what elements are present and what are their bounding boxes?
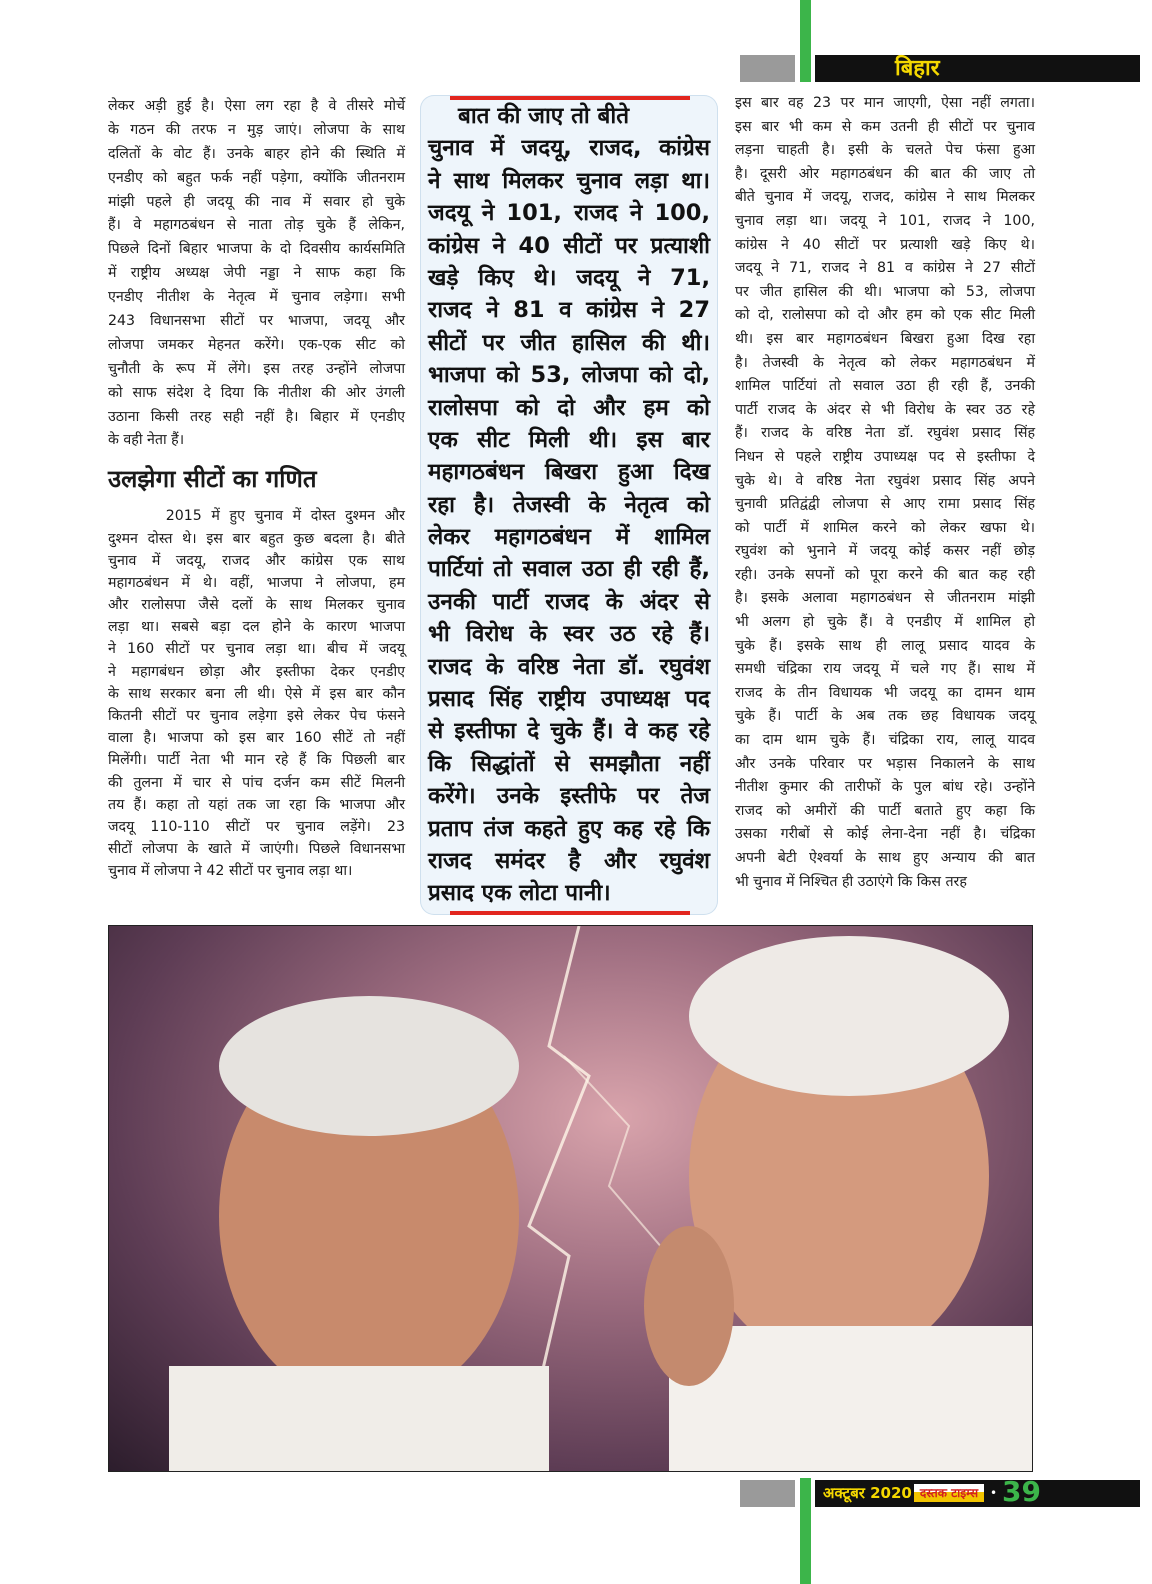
page-number: 39 (1002, 1475, 1041, 1508)
text-line: चुनाव में लोजपा ने 42 सीटों पर चुनाव लड़ा था। (108, 863, 353, 880)
text-line: जदयू 110-110 सीटों पर चुनाव लड़ेंगे। 23 (108, 818, 405, 835)
text-line: रालोसपा को दो और हम को (428, 394, 710, 421)
text-line: जदयू ने 101, राजद ने 100, (428, 200, 710, 227)
text-line: के गठन की तरफ न मुड़ जाएं। लोजपा के साथ (108, 121, 405, 138)
text-line: नीतीश कुमार की तारीफों के पुल बांध रहे। उन्होंने (735, 779, 1035, 796)
text-line: लड़ा था। सबसे बड़ा दल होने के कारण भाजपा (108, 619, 405, 636)
header-green-bar (800, 0, 811, 82)
text-line: और उनके परिवार पर भड़ास निकालने के साथ (735, 755, 1035, 772)
text-line: 243 विधानसभा सीटों पर भाजपा, जदयू और (108, 313, 405, 330)
text-line: को दो, रालोसपा को दो और हम को एक सीट मिली (735, 307, 1035, 324)
text-line: पार्टी राजद के अंदर से भी विरोध के स्वर उठ रहे (735, 401, 1035, 418)
text-line: बात की जाए तो बीते (458, 103, 630, 129)
header-grey-box (740, 55, 795, 82)
text-line: कितनी सीटों पर चुनाव लड़ेगा इसे लेकर पेच फंसने (108, 708, 405, 725)
text-line: से इस्तीफा दे चुके हैं। वे कह रहे (428, 718, 710, 745)
text-line: एक सीट मिली थी। इस बार (428, 426, 710, 453)
text-line: प्रसाद सिंह राष्ट्रीय उपाध्यक्ष पद (428, 686, 710, 713)
issue-date: अक्टूबर 2020 (823, 1484, 912, 1502)
text-line: कांग्रेस ने 40 सीटों पर प्रत्याशी (428, 232, 710, 259)
text-line: चुनाव में जदयू, राजद और कांग्रेस एक साथ (108, 552, 405, 569)
text-line: लोजपा जमकर मेहनत करेंगे। एक-एक सीट को (108, 336, 405, 353)
text-line: दलितों के वोट हैं। उनके बाहर होने की स्थिति में (108, 145, 405, 162)
text-line: जदयू ने 71, राजद ने 81 व कांग्रेस ने 27 सीटों (735, 260, 1035, 277)
text-line: शामिल पार्टियां तो सवाल उठा ही रही हैं, उनकी (735, 378, 1035, 395)
text-line: भी विरोध के स्वर उठ रहे हैं। (428, 621, 710, 648)
text-line: है। इसके अलावा महागठबंधन से जीतनराम मांझी (735, 590, 1035, 607)
text-line: खड़े किए थे। जदयू ने 71, (428, 264, 710, 291)
text-line: ने 160 सीटों पर चुनाव लड़ा था। बीच में जदयू (108, 641, 405, 658)
right-column (735, 92, 1035, 894)
text-line: चुनौती के रूप में लेंगे। इस तरह उन्होंने लोजपा (108, 360, 405, 377)
text-line: है। तेजस्वी के नेतृत्व को लेकर महागठबंधन में (735, 354, 1035, 371)
text-line: मिलेंगी। पार्टी नेता भी मान रहे हैं कि पिछली बार (108, 752, 405, 769)
raised-hand (644, 1226, 734, 1386)
text-line: निधन से पहले राष्ट्रीय उपाध्यक्ष पद से इस्तीफा दे (735, 448, 1035, 465)
left-leader-hair (219, 996, 519, 1136)
text-line: वाला है। भाजपा को इस बार 160 सीटें तो नहीं (108, 730, 405, 747)
text-line: कि सिद्धांतों से समझौता नहीं (428, 750, 710, 777)
left-paragraph-2 (108, 505, 405, 882)
lightning-bolt (564, 1056, 669, 1256)
text-line: तय हैं। कहा तो यहां तक जा रहा कि भाजपा और (108, 796, 405, 813)
pull-quote-bottom-rule (450, 911, 690, 915)
text-line: इस बार वह 23 पर मान जाएगी, ऐसा नहीं लगता। (735, 95, 1035, 111)
text-line: हैं। राजद के वरिष्ठ नेता डॉ. रघुवंश प्रसाद सिंह (735, 425, 1035, 442)
text-line: अपनी बेटी ऐश्वर्या के साथ हुए अन्याय की बात (735, 850, 1035, 866)
text-line: महागठबंधन बिखरा हुआ दिख (428, 459, 710, 486)
text-line: राजद को अमीरों की पार्टी बताते हुए कहा कि (735, 802, 1035, 819)
footer-bullet: • (990, 1486, 998, 1500)
text-line: की तुलना में चार से पांच दर्जन कम सीटें मिलनी (108, 774, 405, 791)
text-line: प्रताप तंज कहते हुए कह रहे कि (428, 815, 710, 842)
text-line: चुनाव लड़ा था। जदयू ने 101, राजद ने 100, (735, 212, 1035, 229)
text-line: को साफ संदेश दे दिया कि नीतीश की ओर उंगली (108, 384, 405, 401)
text-line: भाजपा को 53, लोजपा को दो, (428, 362, 710, 389)
text-line: समधी चंद्रिका राय जदयू में चले गए हैं। साथ में (735, 661, 1035, 678)
publication-logo: दस्तक टाइम्स (914, 1484, 984, 1502)
text-line: चुनावी प्रतिद्वंद्वी लोजपा से आए रामा प्रसाद सिंह (735, 496, 1035, 513)
text-line: उठाना किसी तरह सही नहीं है। बिहार में एनडीए (108, 408, 405, 425)
text-line: पर जीत हासिल की थी। भाजपा को 53, लोजपा (735, 283, 1035, 300)
text-line: को पार्टी में शामिल करने को लेकर खफा थे। (735, 519, 1035, 536)
text-line: रघुवंश को भुनाने में जदयू कोई कसर नहीं छोड़ (735, 543, 1035, 560)
text-line: चुनाव में जदयू, राजद, कांग्रेस (428, 135, 710, 162)
text-line: का दाम थाम चुके हैं। चंद्रिका राय, लालू यादव (735, 732, 1035, 749)
text-line: के वही नेता हैं। (108, 432, 185, 449)
text-line: प्रसाद एक लोटा पानी। (428, 880, 611, 907)
text-line: भी चुनाव में निश्चित ही उठाएंगे कि किस तरह (735, 873, 967, 890)
left-leader-shirt (169, 1366, 549, 1472)
text-line: एनडीए को बहुत फर्क नहीं पड़ेगा, क्योंकि जीतनराम (108, 169, 405, 186)
text-line: उनकी पार्टी राजद के अंदर से (428, 588, 710, 615)
subheading: उलझेगा सीटों का गणित (108, 465, 317, 494)
text-line: पिछले दिनों बिहार भाजपा के दो दिवसीय कार्यसमिति (108, 241, 405, 258)
text-line: राजद ने 81 व कांग्रेस ने 27 (428, 297, 710, 324)
text-line: इस बार भी कम से कम उतनी ही सीटों पर चुनाव (735, 118, 1035, 135)
text-line: थी। इस बार महागठबंधन बिखरा हुआ दिख रहा (735, 330, 1035, 347)
text-line: राजद समंदर है और रघुवंश (428, 847, 710, 874)
article-photo (108, 925, 1033, 1472)
text-line: एनडीए नीतीश के नेतृत्व में चुनाव लड़ेगा। सभी (108, 289, 405, 306)
left-column (108, 95, 405, 883)
text-line: 2015 में हुए चुनाव में दोस्त दुश्मन और (108, 508, 405, 525)
text-line: भी अलग हो चुके हैं। वे एनडीए में शामिल हो (735, 614, 1035, 631)
text-line: करेंगे। उनके इस्तीफे पर तेज (428, 783, 710, 810)
footer-green-bar (800, 1478, 811, 1584)
pull-quote (428, 100, 710, 910)
text-line: मांझी पहले ही जदयू की नाव में सवार हो चुके (108, 193, 405, 210)
text-line: हैं। वे महागठबंधन से नाता तोड़ चुके हैं लेकिन, (108, 217, 405, 234)
text-line: राजद के वरिष्ठ नेता डॉ. रघुवंश (428, 653, 710, 680)
text-line: ने साथ मिलकर चुनाव लड़ा था। (428, 167, 710, 194)
right-leader-hair (689, 936, 1009, 1096)
text-line: ने महागबंधन छोड़ा और इस्तीफा देकर एनडीए (108, 663, 405, 680)
text-line: लड़ना चाहती है। इसी के चलते पेच फंसा हुआ (735, 142, 1035, 159)
left-paragraph-1 (108, 95, 405, 453)
section-label: बिहार (815, 55, 1140, 82)
text-line: लेकर अड़ी हुई है। ऐसा लग रहा है वे तीसरे मोर्चे (108, 98, 405, 114)
text-line: में राष्ट्रीय अध्यक्ष जेपी नड्डा ने साफ कहा कि (108, 265, 405, 282)
text-line: और रालोसपा जैसे दलों के साथ मिलकर चुनाव (108, 597, 405, 614)
text-line: है। दूसरी ओर महागठबंधन की बात की जाए तो (735, 165, 1035, 182)
text-line: कांग्रेस ने 40 सीटों पर प्रत्याशी खड़े किए थे। (735, 236, 1035, 253)
text-line: सीटों पर जीत हासिल की थी। (428, 329, 710, 356)
text-line: चुके हैं। इसके साथ ही लालू प्रसाद यादव के (735, 637, 1035, 654)
text-line: सीटों लोजपा के खाते में जाएंगी। पिछले विधानसभा (108, 841, 405, 858)
text-line: महागठबंधन में थे। वहीं, भाजपा ने लोजपा, हम (108, 574, 405, 591)
text-line: दुश्मन दोस्त थे। इस बार बहुत कुछ बदला है। बीते (108, 530, 405, 547)
text-line: के साथ सरकार बना ली थी। ऐसे में इस बार कौन (108, 685, 405, 702)
text-line: रही। उनके सपनों को पूरा करने की बात कह रही (735, 566, 1035, 583)
text-line: रहा है। तेजस्वी के नेतृत्व को (428, 491, 710, 518)
text-line: चुके थे। वे वरिष्ठ नेता रघुवंश प्रसाद सिंह अपने (735, 472, 1035, 489)
footer-grey-box (740, 1480, 795, 1507)
text-line: चुके हैं। पार्टी के अब तक छह विधायक जदयू (735, 708, 1035, 725)
photo-illustration (109, 926, 1033, 1472)
text-line: लेकर महागठबंधन में शामिल (428, 524, 710, 551)
text-line: पार्टियां तो सवाल उठा ही रही हैं, (428, 556, 710, 583)
text-line: उसका गरीबों से कोई लेना-देना नहीं है। चंद्रिका (735, 826, 1035, 843)
text-line: बीते चुनाव में जदयू, राजद, कांग्रेस ने साथ मिलकर (735, 189, 1035, 206)
text-line: राजद के तीन विधायक भी जदयू का दामन थाम (735, 684, 1035, 701)
